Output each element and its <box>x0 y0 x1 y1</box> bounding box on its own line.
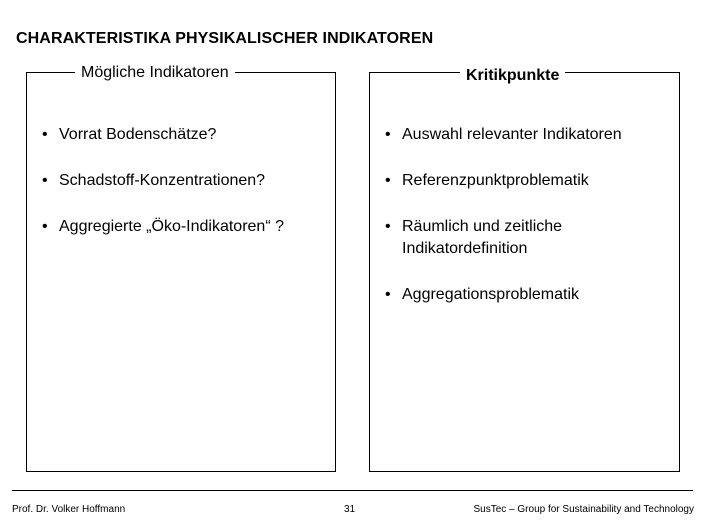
footer-organization: SusTec – Group for Sustainability and Technology <box>473 504 694 515</box>
criticism-panel-heading: Kritikpunkte <box>460 66 565 86</box>
list-item-text: Vorrat Bodenschätze? <box>59 126 217 143</box>
list-item <box>381 124 622 146</box>
indicators-list <box>38 124 284 262</box>
bullet-icon: • <box>42 218 48 235</box>
bullet-icon: • <box>42 126 48 143</box>
bullet-icon: • <box>385 172 391 189</box>
criticism-panel <box>369 67 680 472</box>
footer-author: Prof. Dr. Volker Hoffmann <box>12 504 126 515</box>
bullet-icon: • <box>385 218 391 235</box>
list-item-text: Referenzpunktproblematik <box>402 172 589 189</box>
page-number: 31 <box>344 504 356 515</box>
list-item-text: Aggregierte „Öko-Indikatoren“ ? <box>59 218 284 235</box>
list-item <box>381 216 622 260</box>
list-item-text: Schadstoff-Konzentrationen? <box>59 172 266 189</box>
bullet-icon: • <box>385 126 391 143</box>
indicators-panel <box>26 64 336 472</box>
list-item <box>381 170 622 192</box>
list-item <box>38 124 284 146</box>
list-item-text: Aggregationsproblematik <box>402 286 579 303</box>
indicators-panel-heading: Mögliche Indikatoren <box>75 63 235 83</box>
footer-divider <box>12 490 693 491</box>
slide-title: CHARAKTERISTIKA PHYSIKALISCHER INDIKATOREN <box>16 30 434 47</box>
bullet-icon: • <box>42 172 48 189</box>
list-item <box>381 284 622 306</box>
list-item-text: Räumlich und zeitliche Indikatordefinition <box>402 218 563 257</box>
list-item <box>38 216 284 238</box>
bullet-icon: • <box>385 286 391 303</box>
criticism-list <box>381 124 622 330</box>
list-item <box>38 170 284 192</box>
list-item-text: Auswahl relevanter Indikatoren <box>402 126 622 143</box>
